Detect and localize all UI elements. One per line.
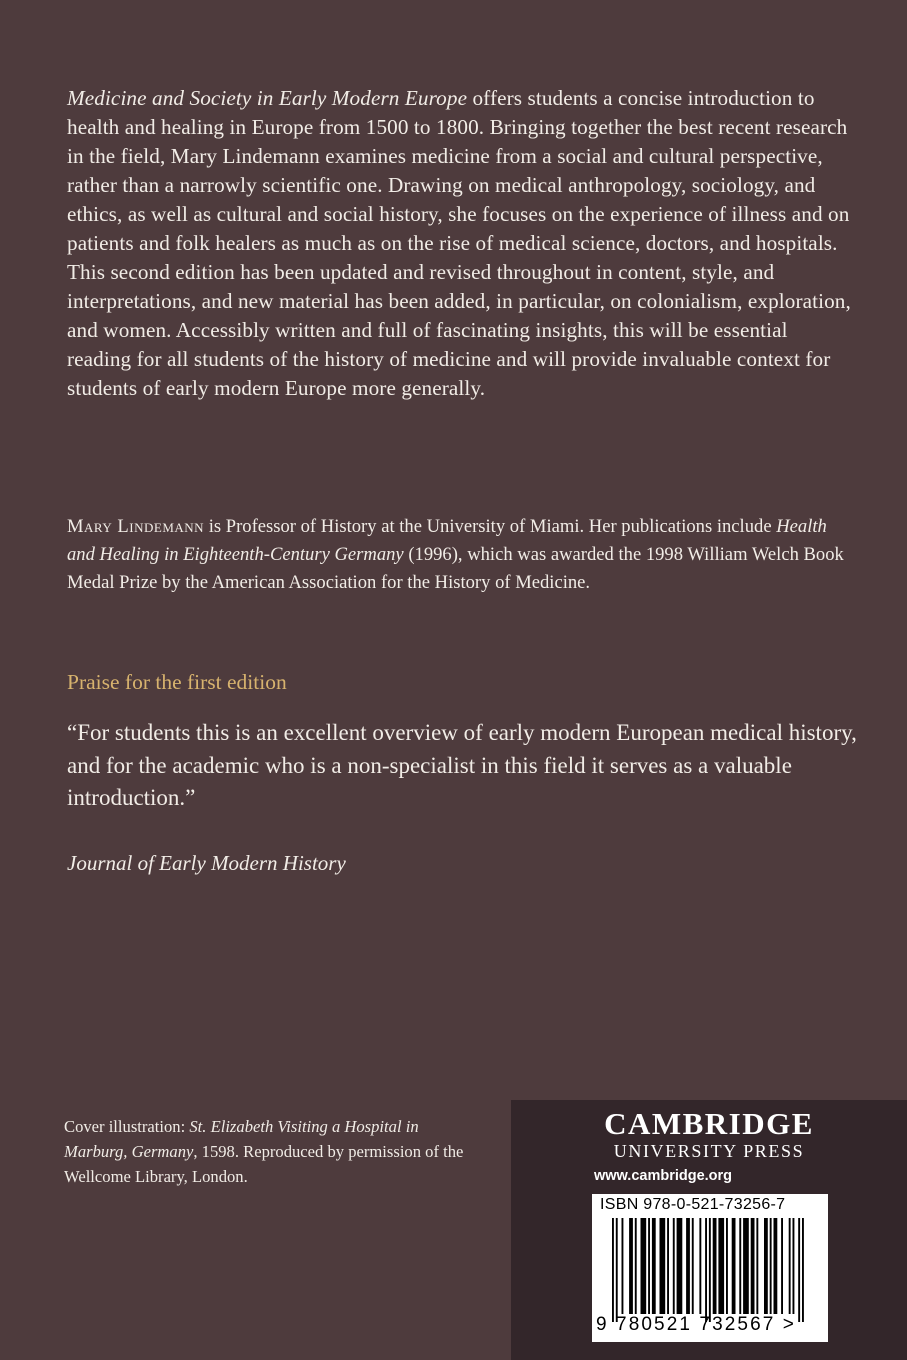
barcode-bar bbox=[652, 1218, 656, 1314]
barcode-bar bbox=[770, 1218, 772, 1314]
credit-prefix: Cover illustration: bbox=[64, 1117, 190, 1136]
book-title: Medicine and Society in Early Modern Europe bbox=[67, 86, 468, 110]
isbn-label: ISBN 978-0-521-73256-7 bbox=[600, 1196, 786, 1213]
barcode-bar bbox=[718, 1218, 724, 1314]
barcode-bar bbox=[667, 1218, 669, 1314]
barcode-bar bbox=[739, 1218, 741, 1314]
barcode-bar bbox=[798, 1218, 800, 1322]
credit-suffix: , 1598. Reproduced by permission of the Wellcome Library, London. bbox=[64, 1142, 464, 1186]
barcode-bar bbox=[726, 1218, 728, 1314]
barcode-bar bbox=[616, 1218, 618, 1322]
barcode-bar bbox=[629, 1218, 633, 1314]
barcode-bar bbox=[648, 1218, 650, 1314]
quote-source: Journal of Early Modern History bbox=[67, 851, 346, 875]
barcode-bar bbox=[699, 1218, 701, 1314]
barcode-bar bbox=[709, 1218, 711, 1322]
publisher-name: CAMBRIDGE bbox=[604, 1106, 814, 1141]
barcode-bar bbox=[756, 1218, 758, 1314]
publisher-block bbox=[511, 1100, 907, 1360]
praise-heading: Praise for the first edition bbox=[67, 670, 287, 694]
barcode-bar bbox=[802, 1218, 804, 1322]
publisher-subtitle: UNIVERSITY PRESS bbox=[613, 1141, 805, 1161]
barcode-bar bbox=[673, 1218, 675, 1314]
barcode-bar bbox=[677, 1218, 683, 1314]
barcode-bar bbox=[793, 1218, 795, 1314]
blurb-text: offers students a concise introduction to health and healing in Europe from 1500 to 1800. Bringing together the best recent research in the field, Mary Lindemann examines medicine from a social and cultural perspective, rather than a narrowly scientific one. Drawing on medical anthropology, sociology, and ethics, as well as cultural and social history, she focuses on the experience of illness and on patients and folk healers as much as on the rise of medical science, doctors, and hospitals. This second edition has been updated and revised throughout in content, style, and interpretations, and new material has been added, in particular, on colonialism, exploration, and women. Accessibly written and full of fascinating insights, this will be essential reading for all students of the history of medicine and will provide invaluable context for students of early modern Europe more generally. bbox=[67, 86, 851, 400]
barcode-bar bbox=[612, 1218, 614, 1322]
cover-illustration-credit bbox=[64, 1114, 464, 1189]
barcode-bar bbox=[705, 1218, 707, 1322]
bio-text-2: (1996), which was awarded the 1998 William Welch Book Medal Prize by the American Association for the History of Medicine. bbox=[67, 544, 844, 593]
barcode-bar bbox=[789, 1218, 791, 1314]
barcode-bar bbox=[660, 1218, 666, 1314]
barcode-bar bbox=[743, 1218, 749, 1314]
previous-book-title: Health and Healing in Eighteenth-Century Germany bbox=[67, 516, 827, 565]
author-bio bbox=[67, 513, 857, 597]
barcode-bar bbox=[641, 1218, 647, 1314]
barcode-bar bbox=[713, 1218, 717, 1314]
back-cover-blurb bbox=[67, 84, 857, 403]
bio-text-1: is Professor of History at the University of Miami. Her publications include bbox=[204, 516, 777, 537]
illustration-title: St. Elizabeth Visiting a Hospital in Marburg, Germany bbox=[64, 1117, 419, 1161]
barcode-bar bbox=[686, 1218, 690, 1314]
barcode-bar bbox=[622, 1218, 624, 1314]
barcode-bar bbox=[751, 1218, 755, 1314]
barcode-bar bbox=[692, 1218, 694, 1314]
publisher-url[interactable]: www.cambridge.org bbox=[594, 1168, 733, 1184]
barcode-bar bbox=[732, 1218, 736, 1314]
barcode-panel bbox=[592, 1194, 828, 1342]
barcode-digits: 9 780521 732567 > bbox=[596, 1314, 797, 1335]
barcode-bar bbox=[774, 1218, 778, 1314]
barcode-bar bbox=[781, 1218, 783, 1314]
barcode-bar bbox=[635, 1218, 637, 1314]
author-name: Mary Lindemann bbox=[67, 516, 205, 537]
barcode-bar bbox=[764, 1218, 768, 1314]
praise-quote: “For students this is an excellent overview of early modern European medical history, and for the academic who is a non-specialist in this field it serves as a valuable introduction.” bbox=[67, 720, 857, 810]
